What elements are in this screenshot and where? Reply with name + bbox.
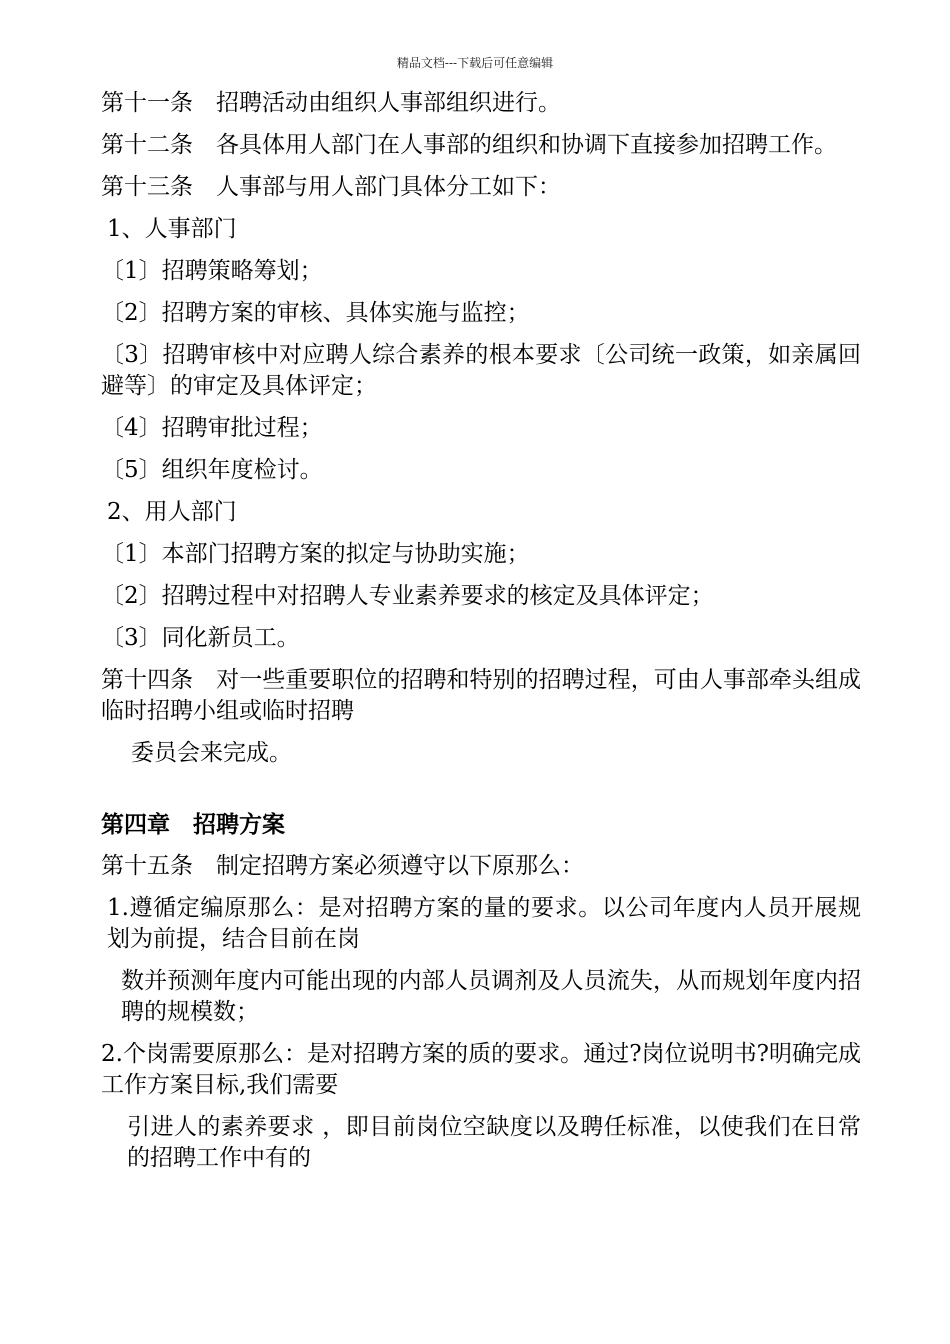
section-hr-department: 1、人事部门 xyxy=(107,216,237,242)
hr-item-1: 〔1〕招聘策略筹划； xyxy=(101,258,323,284)
hr-item-2: 〔2〕招聘方案的审核、具体实施与监控； xyxy=(101,300,530,326)
principle-1: 1.遵循定编原那么：是对招聘方案的量的要求。以公司年度内人员开展规划为前提，结合目前在岗 xyxy=(107,895,861,952)
principle-2: 2.个岗需要原那么：是对招聘方案的质的要求。通过?岗位说明书?明确完成工作方案目标,我们需要 xyxy=(101,1041,861,1098)
hiring-item-2: 〔2〕招聘过程中对招聘人专业素养要求的核定及具体评定； xyxy=(101,583,714,609)
hiring-item-3: 〔3〕同化新员工。 xyxy=(101,625,300,651)
article-12: 第十二条 各具体用人部门在人事部的组织和协调下直接参加招聘工作。 xyxy=(101,132,837,158)
article-14: 第十四条 对一些重要职位的招聘和特别的招聘过程，可由人事部牵头组成临时招聘小组或临时招聘 xyxy=(101,667,861,724)
hr-item-3: 〔3〕招聘审核中对应聘人综合素养的根本要求〔公司统一政策，如亲属回避等〕的审定及具体评定； xyxy=(101,342,861,399)
principle-1-continued: 数并预测年度内可能出现的内部人员调剂及人员流失，从而规划年度内招聘的规模数； xyxy=(121,968,861,1025)
article-11: 第十一条 招聘活动由组织人事部组织进行。 xyxy=(101,90,561,116)
article-14-continued: 委员会来完成。 xyxy=(131,740,292,766)
document-body xyxy=(101,88,861,1185)
hr-item-4: 〔4〕招聘审批过程； xyxy=(101,415,323,441)
page-header: 精品文档---下载后可任意编辑 xyxy=(396,56,554,70)
article-15: 第十五条 制定招聘方案必须遵守以下原那么： xyxy=(101,853,584,879)
section-hiring-department: 2、用人部门 xyxy=(107,499,237,525)
chapter-title: 第四章 招聘方案 xyxy=(101,811,285,838)
article-13: 第十三条 人事部与用人部门具体分工如下： xyxy=(101,174,561,200)
hr-item-5: 〔5〕组织年度检讨。 xyxy=(101,457,323,483)
principle-2-continued: 引进人的素养要求 ，即目前岗位空缺度以及聘任标准，以使我们在日常的招聘工作中有的 xyxy=(127,1114,861,1171)
hiring-item-1: 〔1〕本部门招聘方案的拟定与协助实施； xyxy=(101,541,530,567)
